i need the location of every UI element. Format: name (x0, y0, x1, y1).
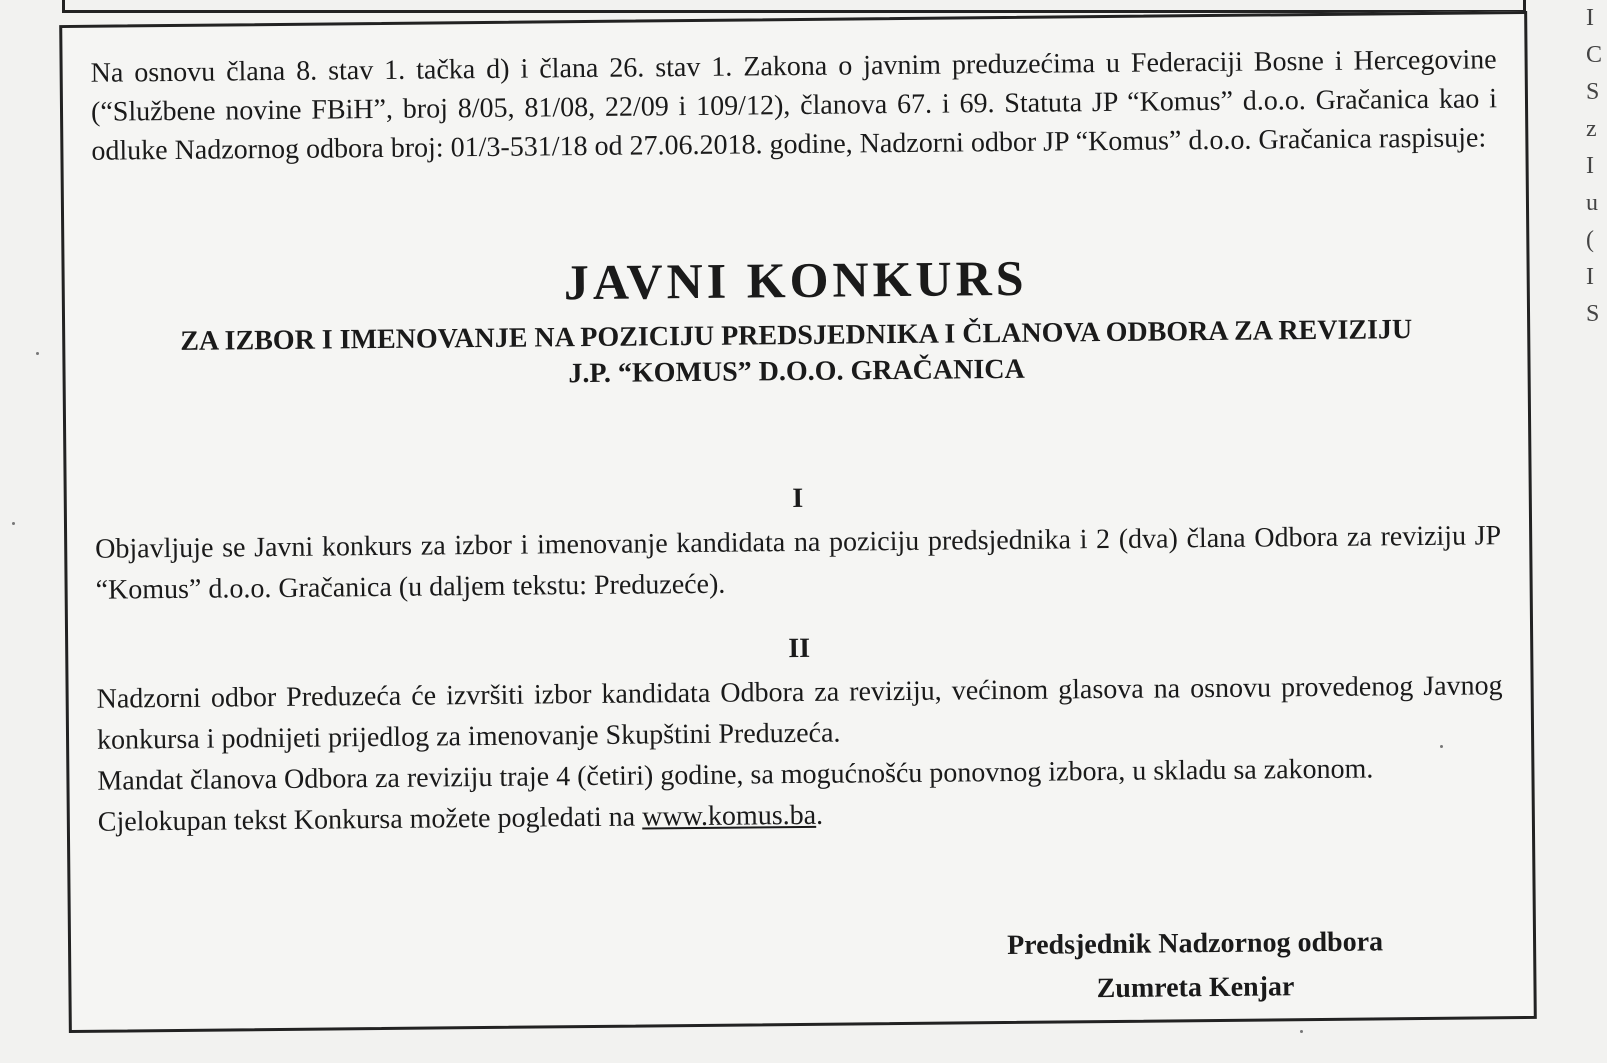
paper-speck (12, 522, 15, 525)
edge-letter: S (1586, 301, 1600, 327)
adjacent-column-fragment (1586, 0, 1607, 1063)
section-2-text-1: Nadzorni odbor Preduzeća će izvršiti izbor kandidata Odbora za reviziju, većinom glasova na osnovu provedenog Javnog konkursa i podnijeti prijedlog za imenovanje Skupštini Preduzeća. (96, 670, 1503, 756)
edge-letter: z (1586, 116, 1597, 142)
section-number-2: II (788, 632, 811, 665)
edge-letter: C (1586, 42, 1603, 68)
website-suffix: . (815, 799, 824, 831)
subtitle-line-2: J.P. “KOMUS” D.O.O. GRAČANICA (568, 353, 1025, 390)
paper-speck (36, 352, 39, 355)
intro-paragraph: Na osnovu člana 8. stav 1. tačka d) i člana 26. stav 1. Zakona o javnim preduzećima u Federaciji Bosne i Hercegovine (“Službene novine FBiH”, broj 8/05, 81/08, 22/09 i 109/12), članova 67. i 69. Statuta JP “Komus” d.o.o. Gračanica kao i odluke Nadzornog odbora broj: 01/3-531/18 od 27.06.2018. godine, Nadzorni odbor JP “Komus” d.o.o. Gračanica raspisuje: (90, 44, 1498, 167)
notice-subtitle (93, 311, 1500, 396)
edge-letter: u (1586, 190, 1598, 216)
section-2-body (96, 665, 1504, 842)
edge-letter: ( (1586, 227, 1594, 253)
public-notice-box (59, 11, 1537, 1033)
edge-letter: I (1586, 153, 1594, 179)
notice-title: JAVNI KONKURS (563, 249, 1028, 311)
edge-letter: I (1586, 264, 1594, 290)
edge-letter: S (1586, 79, 1600, 105)
signature-name: Zumreta Kenjar (1096, 971, 1295, 1005)
edge-letter: I (1586, 5, 1594, 31)
notice-content (90, 40, 1504, 842)
paper-speck (1300, 1030, 1303, 1033)
previous-article-border (62, 0, 1526, 13)
subtitle-line-1: ZA IZBOR I IMENOVANJE NA POZICIJU PREDSJEDNIKA I ČLANOVA ODBORA ZA REVIZIJU (180, 314, 1413, 357)
website-link[interactable]: www.komus.ba (641, 799, 817, 833)
signature-block (1007, 920, 1384, 1012)
section-1-text: Objavljuje se Javni konkurs za izbor i imenovanje kandidata na poziciju predsjednika i 2 (dva) člana Odbora za reviziju JP “Komus” d.o.o. Gračanica (u daljem tekstu: Preduzeće). (95, 520, 1502, 606)
signature-role: Predsjednik Nadzornog odbora (1006, 926, 1384, 962)
section-number-1: I (792, 482, 804, 515)
paper-speck (1440, 745, 1443, 748)
website-prefix: Cjelokupan tekst Konkursa možete pogledati na (97, 801, 643, 838)
section-2-text-2: Mandat članova Odbora za reviziju traje 4 (četiri) godine, sa mogućnošću ponovnog izbora, u skladu sa zakonom. (97, 753, 1374, 797)
